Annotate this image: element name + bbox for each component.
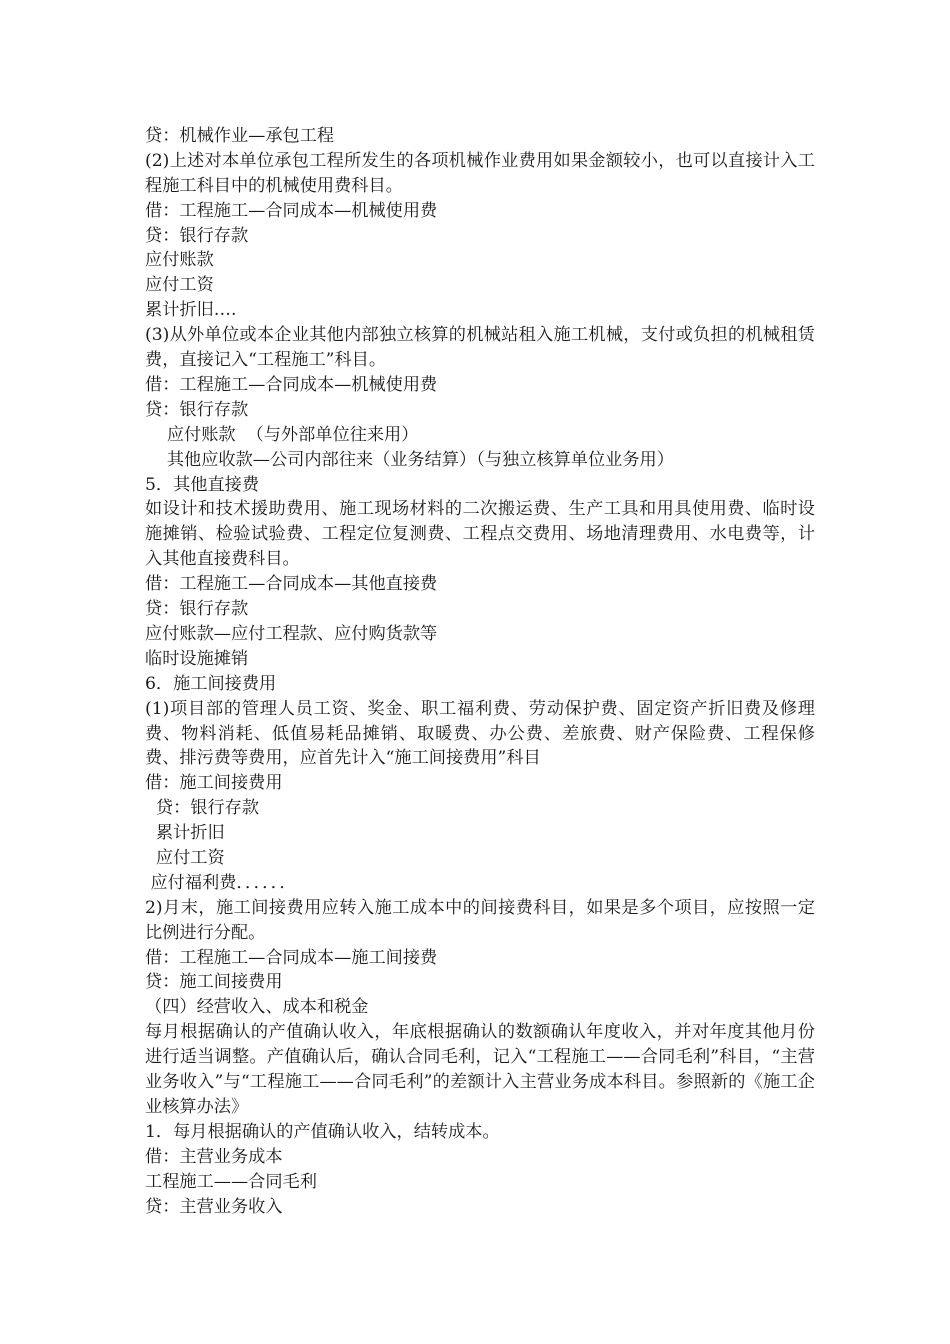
- text-line: 临时设施摊销: [145, 648, 249, 669]
- text-paragraph: (1)项目部的管理人员工资、奖金、职工福利费、劳动保护费、固定资产折旧费及修理费、物料消耗、低值易耗品摊销、取暖费、办公费、差旅费、财产保险费、工程保修费、排污费等费用，应首先计入“施工间接费用”科目: [145, 698, 815, 769]
- text-line: 其他应收款—公司内部往来（业务结算）（与独立核算单位业务用）: [145, 449, 674, 470]
- document-body: [145, 124, 815, 1219]
- text-line: 借：工程施工—合同成本—其他直接费: [145, 574, 438, 595]
- text-line: 累计折旧: [145, 823, 225, 844]
- text-paragraph: (2)上述对本单位承包工程所发生的各项机械作业费用如果金额较小，也可以直接计入工程施工科目中的机械使用费科目。: [145, 150, 815, 196]
- text-line: 借：施工间接费用: [145, 773, 283, 794]
- text-line: 应付账款 （与外部单位往来用）: [145, 424, 419, 445]
- text-line: 贷：银行存款: [145, 599, 249, 620]
- text-line: 借：工程施工—合同成本—机械使用费: [145, 374, 438, 395]
- text-line: 贷：主营业务收入: [145, 1196, 283, 1217]
- text-line: 贷：银行存款: [145, 399, 249, 420]
- text-line: 应付工资: [145, 847, 225, 868]
- text-line: 累计折旧….: [145, 300, 237, 321]
- text-paragraph: 每月根据确认的产值确认收入，年底根据确认的数额确认年度收入，并对年度其他月份进行适当调整。产值确认后，确认合同毛利，记入“工程施工——合同毛利”科目，“主营业务收入”与“工程施工——合同毛利”的差额计入主营业务成本科目。参照新的《施工企业核算办法》: [145, 1022, 815, 1117]
- text-paragraph: 2)月末，施工间接费用应转入施工成本中的间接费科目，如果是多个项目，应按照一定比例进行分配。: [145, 897, 815, 943]
- text-line: 借：工程施工—合同成本—施工间接费: [145, 947, 438, 968]
- text-line: 贷：施工间接费用: [145, 972, 283, 993]
- text-line: 贷：银行存款: [145, 225, 249, 246]
- text-line: 借：工程施工—合同成本—机械使用费: [145, 200, 438, 221]
- text-line: 贷：银行存款: [145, 798, 260, 819]
- text-line: 贷：机械作业—承包工程: [145, 126, 335, 146]
- text-line: 应付福利费．．．．．．: [145, 872, 297, 893]
- text-line: 工程施工——合同毛利: [145, 1171, 317, 1192]
- section-heading: 5．其他直接费: [145, 474, 260, 495]
- text-line: 应付工资: [145, 275, 214, 296]
- text-line: 应付账款—应付工程款、应付购货款等: [145, 623, 438, 644]
- section-heading: 6．施工间接费用: [145, 673, 277, 694]
- text-paragraph: (3)从外单位或本企业其他内部独立核算的机械站租入施工机械，支付或负担的机械租赁费，直接记入“工程施工”科目。: [145, 325, 815, 371]
- section-heading: 1．每月根据确认的产值确认收入，结转成本。: [145, 1121, 500, 1142]
- text-line: 应付账款: [145, 250, 214, 271]
- text-line: 借：主营业务成本: [145, 1146, 283, 1167]
- section-heading: （四）经营收入、成本和税金: [145, 997, 369, 1018]
- text-paragraph: 如设计和技术援助费用、施工现场材料的二次搬运费、生产工具和用具使用费、临时设施摊销、检验试验费、工程定位复测费、工程点交费用、场地清理费用、水电费等，计入其他直接费科目。: [145, 499, 815, 570]
